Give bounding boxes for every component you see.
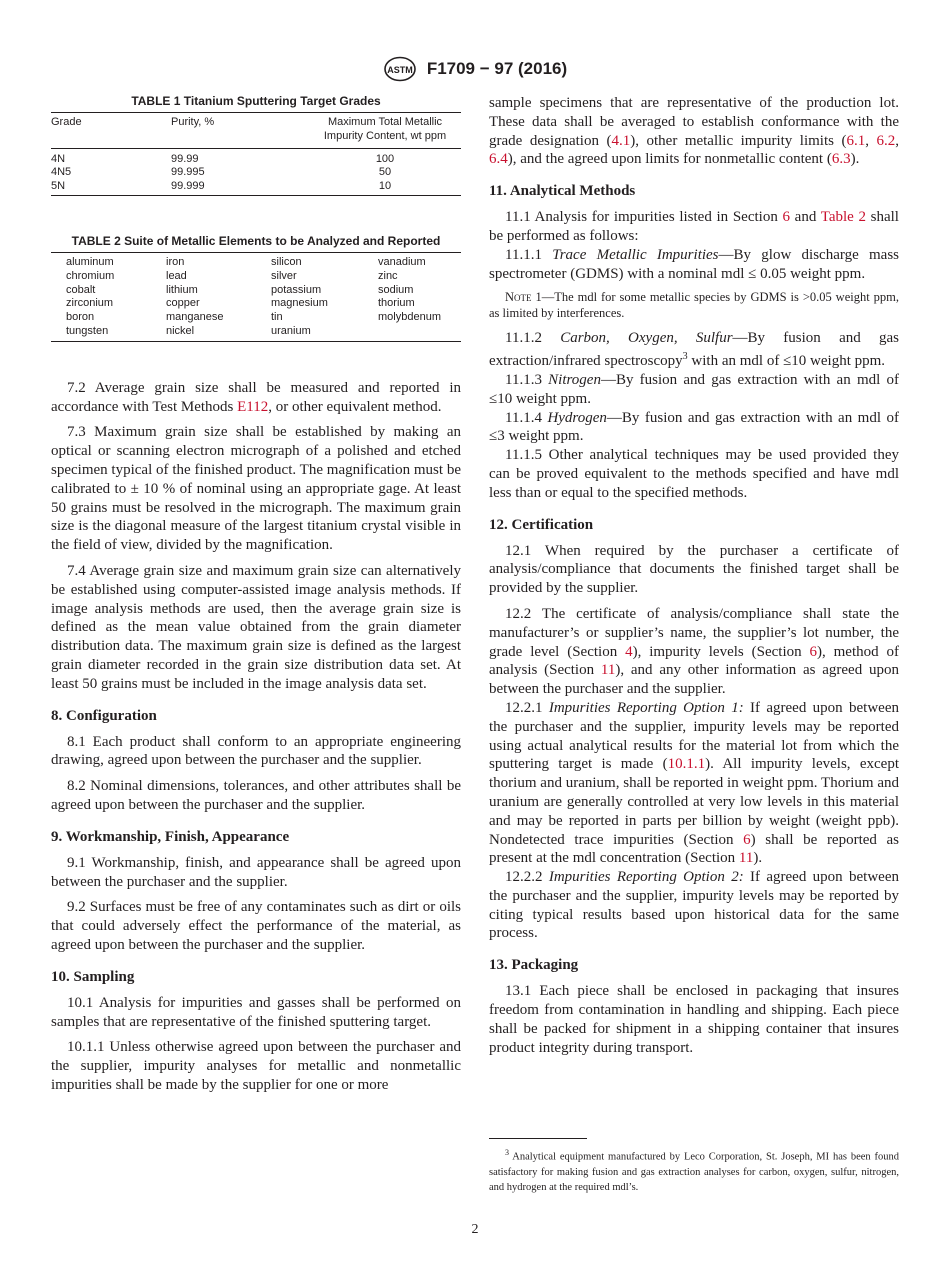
paragraph-13-1: 13.1 Each piece shall be enclosed in packaging that insures freedom from contamination in handling and shipping. Each piece shall be packed for shipment in a shipping container that insures product integrity during transport. (489, 983, 899, 1056)
reference-link[interactable]: 10.1.1 (667, 756, 706, 773)
text: shall be performed as follows: (489, 209, 899, 244)
left-column (51, 94, 461, 1095)
table2 (51, 252, 461, 342)
paragraph-11-1-5: 11.1.5 Other analytical techniques may be used provided they can be proved equivalent to the methods specified and have mdl less than or equal to the specified methods. (489, 447, 899, 501)
page-number: 2 (471, 1222, 479, 1237)
table-row (51, 325, 461, 341)
paragraph-7-3: 7.3 Maximum grain size shall be established by making an optical or scanning electron micrograph of a polished and etched specimen typical of the finished product. The magnification must be calibrated to ± 10 % of nominal using an appropriate gage. At least 50 grains must be resolved in the micrograph. The maximum grain size is the diagonal measure of the largest titanium crystal visible in the field of view, divided by the magnification. (51, 424, 461, 554)
table-cell: 10 (291, 180, 461, 196)
footnote-number: 3 (505, 1148, 509, 1157)
table-row (51, 297, 461, 311)
text: 12.2 The certificate of analysis/compliance shall state the manufacturer’s or supplier’s name, the supplier’s lot number, the grade level (Section (489, 605, 899, 660)
text: —By fusion and gas extraction with an mdl of ≤10 weight ppm. (489, 371, 899, 407)
italic-term: Hydrogen (547, 409, 607, 426)
text: ). (753, 850, 763, 867)
paragraph-11-1-2 (489, 329, 899, 371)
right-column (489, 94, 899, 1064)
table-cell: cobalt (66, 283, 96, 296)
table-cell: boron (66, 311, 95, 324)
table-cell: tin (271, 311, 283, 324)
note-label: Note 1 (505, 290, 542, 305)
text: ). All impurity levels, except thorium and uranium, shall be reported in weight ppm. Thorium and uranium are generally controlled at very low levels in this material and may be reported in parts per billion by weight (weight ppb). Nondetected trace impurities (Section (489, 756, 899, 848)
table-cell: 99.995 (171, 166, 205, 178)
text: sample specimens that are representative of the production lot. These data shall be averaged to establish conformance with the grade designation ( (489, 95, 899, 149)
text: ), and any other information as agreed upon between the purchaser and the supplier. (489, 662, 899, 698)
section-heading-13: 13. Packaging (489, 957, 579, 974)
text: 12.2.2 (505, 869, 549, 886)
table-cell: 4N (51, 152, 66, 165)
text: with an mdl of ≤10 weight ppm. (687, 353, 886, 370)
reference-link[interactable]: 6 (782, 209, 790, 226)
italic-term: Impurities Reporting Option 1: (548, 699, 744, 716)
table1-header-cell: Grade (51, 113, 171, 149)
text: ), method of analysis (Section (489, 643, 900, 679)
table-row (51, 284, 461, 298)
logo-text: ASTM (387, 65, 413, 75)
paragraph-12-1: 12.1 When required by the purchaser a certificate of analysis/compliance that documents the finished target shall be provided by the supplier. (489, 542, 899, 597)
table-cell: aluminum (66, 256, 114, 268)
text: 11.1.4 (505, 409, 548, 426)
text: 12.2.1 (505, 699, 549, 716)
table-cell: silicon (271, 256, 302, 268)
text: , (865, 132, 877, 149)
table1 (51, 112, 461, 196)
paragraph-11-1-4 (489, 409, 899, 447)
paragraph-11-1-1 (489, 246, 899, 284)
table-cell: magnesium (271, 297, 328, 310)
text: —By fusion and gas extraction with an mdl of ≤3 weight ppm. (489, 409, 899, 445)
reference-link[interactable]: 4 (625, 643, 633, 660)
table-cell: molybdenum (378, 311, 441, 324)
reference-link[interactable]: 6 (743, 831, 751, 848)
table-row (51, 270, 461, 284)
page-header (0, 56, 950, 84)
table-cell: 99.99 (171, 152, 199, 165)
section-heading-10: 10. Sampling (51, 968, 135, 985)
table-cell: tungsten (66, 324, 109, 337)
paragraph-10-1-1: 10.1.1 Unless otherwise agreed upon between the purchaser and the supplier, impurity analyses for metallic and nonmetallic impurities shall be made by the supplier for one or more (51, 1039, 461, 1093)
reference-link[interactable]: 11 (738, 850, 754, 867)
reference-link[interactable]: 6.3 (831, 151, 851, 168)
reference-link[interactable]: 6 (809, 643, 818, 660)
note-1 (489, 289, 899, 321)
text: , or other equivalent method. (268, 398, 442, 415)
table-cell: 50 (378, 166, 392, 178)
table-cell: 4N5 (51, 166, 72, 178)
text: 11.1.3 (505, 371, 549, 388)
reference-link[interactable]: 6.2 (876, 132, 896, 149)
table-cell: silver (271, 269, 297, 282)
table-cell: zirconium (66, 297, 114, 310)
table-cell: vanadium (378, 256, 426, 268)
table-cell: 100 (375, 152, 395, 165)
paragraph-10-1: 10.1 Analysis for impurities and gasses shall be performed on samples that are representative of the finished sputtering target. (51, 994, 461, 1030)
table-cell: uranium (271, 324, 311, 337)
standard-designation: F1709 − 97 (2016) (426, 59, 568, 78)
italic-term: Impurities Reporting Option 2: (548, 869, 744, 886)
footnote-divider (489, 1138, 587, 1139)
table-cell: nickel (166, 324, 195, 337)
paragraph-7-4: 7.4 Average grain size and maximum grain size can alternatively be established using computer-assisted image analysis methods. If image analysis methods are used, then the average grain size is defined as the mean value obtained from the grain diameter distribution data. The maximum grain size is defined as the largest grain diameter recorded in the grain size distribution data set. At least 50 grains must be included in the image analysis data set. (51, 562, 461, 692)
reference-link[interactable]: 11 (600, 662, 616, 679)
text: 11.1 Analysis for impurities listed in Section (505, 209, 783, 226)
table-cell: zinc (378, 269, 398, 282)
table-row (51, 180, 461, 196)
italic-term: Carbon, Oxygen, Sulfur (560, 330, 733, 347)
table-cell: sodium (378, 283, 414, 296)
reference-link-table-2[interactable]: Table 2 (820, 209, 866, 226)
table1-header-cell: Purity, % (171, 113, 291, 149)
table-cell: potassium (271, 283, 322, 296)
table-cell: chromium (66, 269, 115, 282)
text: , (895, 132, 899, 149)
table-row (51, 148, 461, 166)
table1-header-row (51, 113, 461, 149)
reference-link[interactable]: 6.4 (489, 151, 508, 168)
footnote-text: Analytical equipment manufactured by Leco Corporation, St. Joseph, MI has been found satisfactory for making fusion and gas extraction analyses for carbon, oxygen, sulfur, nitrogen, and hydrogen at the required mdl’s. (489, 1151, 899, 1193)
section-heading-12: 12. Certification (489, 516, 594, 533)
table-row (51, 166, 461, 180)
text: —By glow discharge mass spectrometer (GDMS) with a nominal mdl ≤ 0.05 weight ppm. (489, 246, 899, 282)
table-row (51, 253, 461, 270)
text: and (790, 209, 821, 226)
footnote (489, 1145, 899, 1195)
italic-term: Nitrogen (548, 371, 601, 388)
paragraph-9-1: 9.1 Workmanship, finish, and appearance shall be agreed upon between the purchaser and the supplier. (51, 854, 461, 890)
reference-link-e112[interactable]: E112 (237, 398, 269, 415)
text: ), and the agreed upon limits for nonmetallic content ( (507, 151, 832, 168)
text: ) shall be reported as present at the mdl concentration (Section (489, 831, 900, 867)
paragraph-8-2: 8.2 Nominal dimensions, tolerances, and other attributes shall be agreed upon between the purchaser and the supplier. (51, 778, 461, 813)
text: 7.2 Average grain size shall be measured and reported in accordance with Test Methods (51, 379, 461, 415)
table-row (51, 311, 461, 325)
reference-link[interactable]: 4.1 (611, 132, 631, 149)
text: ). (850, 151, 860, 168)
table-cell: thorium (378, 297, 415, 310)
text: 11.1.2 (505, 330, 561, 347)
section-heading-8: 8. Configuration (51, 707, 157, 724)
table-cell: iron (166, 256, 185, 268)
text: —By fusion and gas extraction/infrared spectroscopy (489, 330, 899, 370)
text: If agreed upon between the purchaser and the supplier, impurity levels may be reported using actual analytical results for the material lot from which the sputtering target is made ( (489, 699, 899, 773)
table-cell: lithium (166, 283, 198, 296)
footnote-marker[interactable]: 3 (682, 351, 688, 363)
paragraph-10-1-1-continued (489, 94, 899, 169)
table-cell: 99.999 (171, 180, 291, 196)
paragraph-12-2-1 (489, 699, 899, 868)
text: If agreed upon between the purchaser and the supplier, impurity levels may be reported by citing typical results based upon historical data for the same process. (489, 869, 899, 942)
paragraph-12-2 (489, 605, 899, 699)
section-heading-11: 11. Analytical Methods (489, 183, 636, 200)
italic-term: Trace Metallic Impurities (552, 246, 719, 263)
table1-header-cell: Maximum Total Metallic Impurity Content, wt ppm (291, 113, 461, 149)
table-cell: 5N (51, 180, 171, 196)
note-text: —The mdl for some metallic species by GDMS is >0.05 weight ppm, as limited by interferences. (489, 290, 899, 321)
table2-caption: TABLE 2 Suite of Metallic Elements to be Analyzed and Reported (71, 234, 441, 248)
table-cell: copper (166, 297, 200, 310)
astm-logo-icon (383, 56, 417, 82)
paragraph-7-2 (51, 379, 461, 417)
table1-caption: TABLE 1 Titanium Sputtering Target Grades (131, 94, 381, 108)
reference-link[interactable]: 6.1 (846, 132, 866, 149)
table-cell (378, 325, 461, 341)
paragraph-12-2-2 (489, 868, 899, 943)
text: ), impurity levels (Section (632, 643, 810, 660)
text: ), other metallic impurity limits ( (630, 132, 847, 149)
text: 11.1.1 (505, 246, 553, 263)
section-heading-9: 9. Workmanship, Finish, Appearance (51, 828, 290, 845)
paragraph-11-1 (489, 208, 899, 246)
paragraph-8-1: 8.1 Each product shall conform to an appropriate engineering drawing, agreed upon between the purchaser and the supplier. (51, 733, 461, 769)
table-cell: manganese (166, 311, 224, 324)
table-cell: lead (166, 269, 187, 282)
paragraph-9-2: 9.2 Surfaces must be free of any contaminates such as dirt or oils that could adversely effect the performance of the material, as agreed upon between the purchaser and the supplier. (51, 899, 461, 953)
paragraph-11-1-3 (489, 371, 899, 409)
